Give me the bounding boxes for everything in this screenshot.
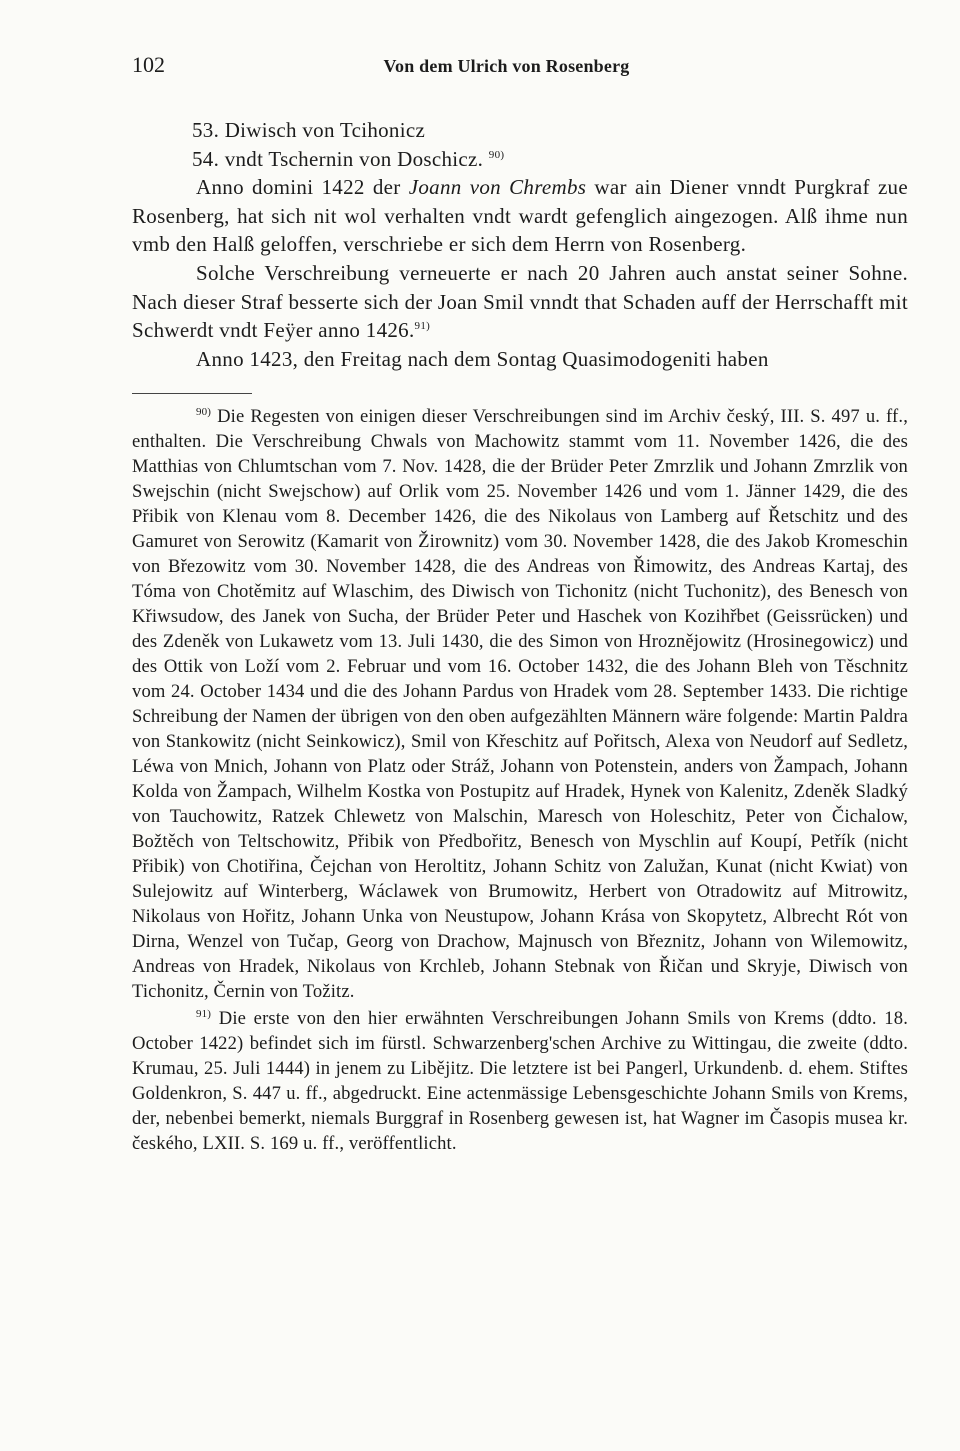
footnote-divider	[132, 393, 252, 394]
footnote	[132, 1006, 908, 1156]
footnote	[132, 404, 908, 1004]
page-header	[132, 52, 908, 86]
para2-text: Solche Verschreibung verneuerte er nach 20 Jahren auch anstat seiner Sohne. Nach dieser Straf besserte sich der Joan Smil vnndt that Schaden auff der Herrschafft mit Schwerdt vndt Feÿer anno 1426.	[132, 260, 908, 343]
footnotes	[132, 404, 908, 1156]
paragraph	[132, 259, 908, 345]
footnote-text: Die Regesten von einigen dieser Verschreibungen sind im Archiv český, III. S. 497 u. ff., enthalten. Die Verschreibung Chwals von Machowitz stammt vom 11. November 1426, die des Matthias von Chlumtschan vom 7. Nov. 1428, die der Brüder Peter Zmrzlik und Johann Zmrzlik von Swejschin (nicht Swejschow) auf Orlik vom 25. November 1426 und vom 1. Jänner 1429, die des Přibik von Klenau vom 8. December 1426, die des Nikolaus von Lamberg auf Řetschitz und des Gamuret von Serowitz (Kamarit von Žirownitz) vom 30. November 1428, die des Jakob Kromeschin von Březowitz vom 30. November 1428, die des Andreas von Řimowitz, des Andreas Kartaj, des Tóma von Chotěmitz auf Wlaschim, des Diwisch von Tichonitz (nicht Tuchonitz), des Benesch von Křiwsudow, des Janek von Sucha, der Brüder Peter und Haschek von Kozihřbet (Geissrücken) und des Zdeněk von Lukawetz vom 13. Juli 1430, die des Simon von Hroznějowitz (Hrosinegowicz) und des Ottik von Loží vom 2. Februar und vom 16. October 1432, die des Johann Bleh von Těschnitz vom 24. October 1434 und die des Johann Pardus von Hradek vom 28. September 1433. Die richtige Schreibung der Namen der übrigen von den oben aufgezählten Männern wäre folgende: Martin Paldra von Stankowitz (nicht Seinkowicz), Smil von Křeschitz auf Pořitsch, Alexa von Neudorf auf Sedletz, Léwa von Mnich, Johann von Platz oder Stráž, Johann von Potenstein, anders von Žampach, Johann Kolda von Žampach, Wilhelm Kostka von Postupitz auf Hradek, Hynek von Kalenitz, Zdeněk Sladký von Tauchowitz, Ratzek Chlewetz von Malschin, Maresch von Holeschitz, Peter von Čichalow, Božtěch von Teltschowitz, Přibik von Předbořitz, Benesch von Myschlin auf Koupí, Petřík (nicht Přibik) von Chotiřina, Čejchan von Heroltitz, Johann Schitz von Zalužan, Kunat (nicht Kwiat) von Sulejowitz auf Winterberg, Wáclawek von Brumowitz, Herbert von Otradowitz auf Mitrowitz, Nikolaus von Hořitz, Johann Unka von Neustupow, Johann Krása von Skopytetz, Albrecht Rót von Dirna, Wenzel von Tučap, Georg von Drachow, Majnusch von Březnitz, Johann von Wilemowitz, Andreas von Hradek, Nikolaus von Krchleb, Johann Stebnak von Řičan und Skryje, Diwisch von Tichonitz, Černin von Tožitz.	[132, 406, 908, 1003]
footnote-text: Die erste von den hier erwähnten Verschreibungen Johann Smils von Krems (ddto. 18. October 1422) befindet sich im fürstl. Schwarzenberg'schen Archive zu Wittingau, die zweite (ddto. Krumau, 25. Juli 1444) in jenem zu Libějitz. Die letztere ist bei Pangerl, Urkundenb. d. ehem. Stiftes Goldenkron, S. 447 u. ff., abgedruckt. Eine actenmässige Lebensgeschichte Johann Smils von Krems, der, nebenbei bemerkt, niemals Burggraf in Rosenberg gewesen ist, hat Wagner im Časopis musea kr. českého, LXII. S. 169 u. ff., veröffentlicht.	[132, 1008, 908, 1155]
paragraph	[132, 173, 908, 259]
list-item	[132, 116, 908, 145]
footnote-marker: 91)	[196, 1008, 212, 1021]
para1-post: war ain Diener vnndt Purgkraf zue Rosenberg, hat sich nit wol verhalten vndt wardt gefenglich aingezogen. Alß ihme nun vmb den Halß geloffen, verschriebe er sich dem Herrn von Rosenberg.	[132, 175, 908, 257]
page-number: 102	[132, 52, 165, 77]
footnote-marker: 90)	[196, 406, 212, 419]
running-title: Von dem Ulrich von Rosenberg	[383, 56, 630, 76]
list-item-text: 53. Diwisch von Tcihonicz	[192, 118, 426, 142]
paragraph	[132, 345, 908, 374]
footnote-ref: 90)	[488, 148, 505, 161]
list-item-text: 54. vndt Tschernin von Doschicz.	[192, 146, 484, 171]
para1-pre: Anno domini 1422 der	[196, 175, 409, 200]
para3-text: Anno 1423, den Freitag nach dem Sontag Quasimodogeniti haben	[196, 346, 769, 371]
main-text	[132, 116, 908, 373]
para1-italic: Joann von Chrembs	[408, 175, 587, 200]
footnote-ref: 91)	[414, 320, 431, 333]
list-item	[132, 145, 908, 174]
